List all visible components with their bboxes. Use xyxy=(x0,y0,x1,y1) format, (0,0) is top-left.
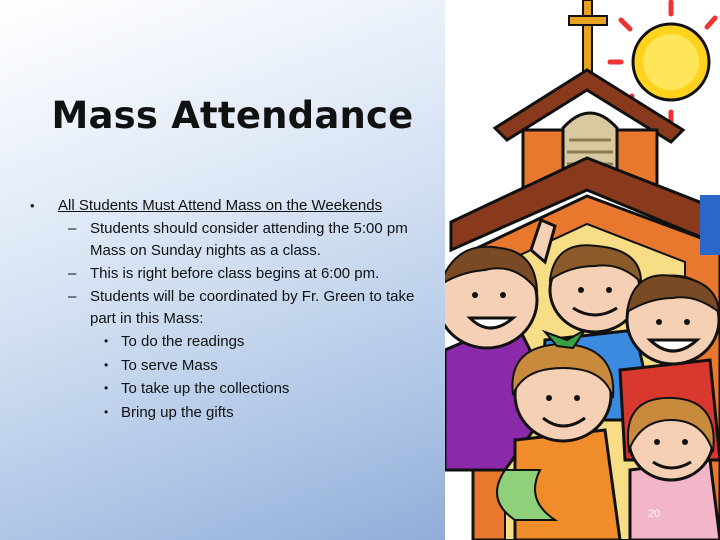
bullet-symbol: • xyxy=(104,381,109,395)
sub-sub-bullet-text: To serve Mass xyxy=(121,356,218,374)
church-children-illustration xyxy=(445,0,720,540)
main-bullet xyxy=(30,195,430,217)
main-bullet-text: All Students Must Attend Mass on the Weekends xyxy=(58,197,383,214)
bullet-symbol: • xyxy=(30,198,35,213)
sub-sub-bullet-text: Bring up the gifts xyxy=(121,403,234,421)
sub-sub-bullet xyxy=(30,330,430,354)
bullet-symbol: • xyxy=(104,334,109,348)
sub-sub-bullet xyxy=(30,401,430,425)
sub-bullet-text: Students should consider attending the 5:00 pm Mass on Sunday nights as a class. xyxy=(90,220,408,259)
dash-symbol: – xyxy=(68,220,77,237)
sub-sub-bullet xyxy=(30,377,430,401)
bullet-symbol: • xyxy=(104,357,109,372)
sub-bullet-text: Students will be coordinated by Fr. Green to take part in this Mass: xyxy=(90,288,415,327)
sub-sub-bullet-text: To do the readings xyxy=(121,333,245,350)
sub-sub-bullet xyxy=(30,354,430,378)
sub-bullet-text: This is right before class begins at 6:00 pm. xyxy=(90,265,380,282)
sub-sub-bullet-text: To take up the collections xyxy=(121,380,290,397)
dash-symbol: – xyxy=(68,288,77,305)
bullet-symbol: • xyxy=(104,404,109,419)
dash-symbol: – xyxy=(68,265,77,282)
sub-bullet xyxy=(30,218,430,262)
sub-bullet xyxy=(30,286,430,330)
sub-bullet xyxy=(30,263,430,285)
slide-title: Mass Attendance xyxy=(51,94,414,137)
slide-body xyxy=(30,195,430,424)
slide-number: 20 xyxy=(648,508,661,520)
